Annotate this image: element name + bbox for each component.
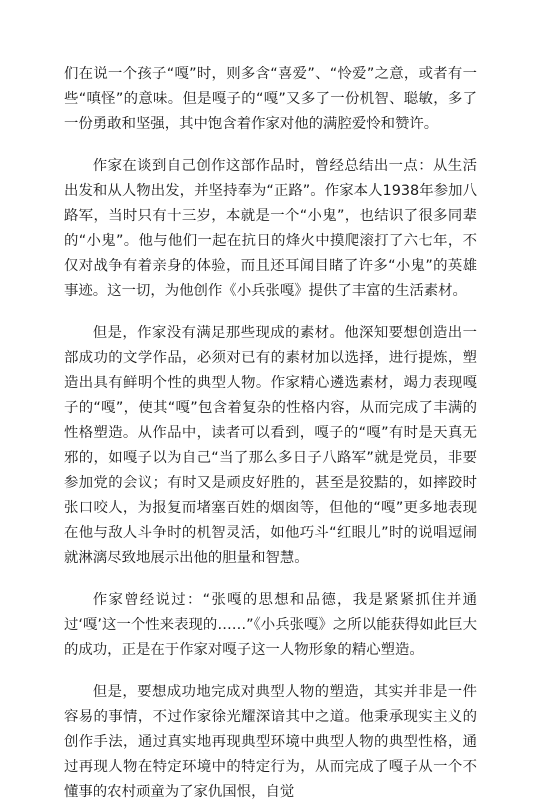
paragraph-1: 们在说一个孩子“嘎”时，则多含“喜爱”、“怜爱”之意，或者有一些“嗔怪”的意味。但是嘎子的“嘎”又多了一份机智、聪敏，多了一份勇敢和坚强，其中饱含着作家对他的满腔爱怜和赞许。 bbox=[64, 66, 477, 132]
paragraph-4: 作家曾经说过：“张嘎的思想和品德，我是紧紧抓住并通过‘嘎’这一个性来表现的……”《小兵张嘎》之所以能获得如此巨大的成功，正是在于作家对嘎子这一人物形象的精心塑造。 bbox=[64, 592, 477, 658]
paragraph-3: 但是，作家没有满足那些现成的素材。他深知要想创造出一部成功的文学作品，必须对已有的素材加以选择，进行提炼，塑造出具有鲜明个性的典型人物。作家精心遴选素材，竭力表现嘎子的“嘎”，使其“嘎”包含着复杂的性格内容，从而完成了丰满的性格塑造。从作品中，读者可以看到，嘎子的“嘎”有时是天真无邪的，如嘎子以为自己“当了那么多日子八路军”就是党员，非要参加党的会议；有时又是顽皮好胜的，甚至是狡黠的，如摔跤时张口咬人，为报复而堵塞百姓的烟囱等，但他的“嘎”更多地表现在他与敌人斗争时的机智灵活，如他巧斗“红眼儿”时的说唱逗闹就淋漓尽致地展示出他的胆量和智慧。 bbox=[64, 325, 477, 566]
paragraph-2: 作家在谈到自己创作这部作品时，曾经总结出一点：从生活出发和从人物出发，并坚持奉为“正路”。作家本人1938年参加八路军，当时只有十三岁，本就是一个“小鬼”，也结识了很多同辈的“小鬼”。他与他们一起在抗日的烽火中摸爬滚打了六七年，不仅对战争有着亲身的体验，而且还耳闻目睹了许多“小鬼”的英雄事迹。这一切，为他创作《小兵张嘎》提供了丰富的生活素材。 bbox=[64, 158, 477, 299]
paragraph-5: 但是，要想成功地完成对典型人物的塑造，其实并非是一件容易的事情，不过作家徐光耀深谙其中之道。他秉承现实主义的创作手法，通过真实地再现典型环境中典型人物的典型性格，通过再现人物在特定环境中的特定行为，从而完成了嘎子从一个不懂事的农村顽童为了家仇国恨，自觉 bbox=[64, 684, 477, 800]
